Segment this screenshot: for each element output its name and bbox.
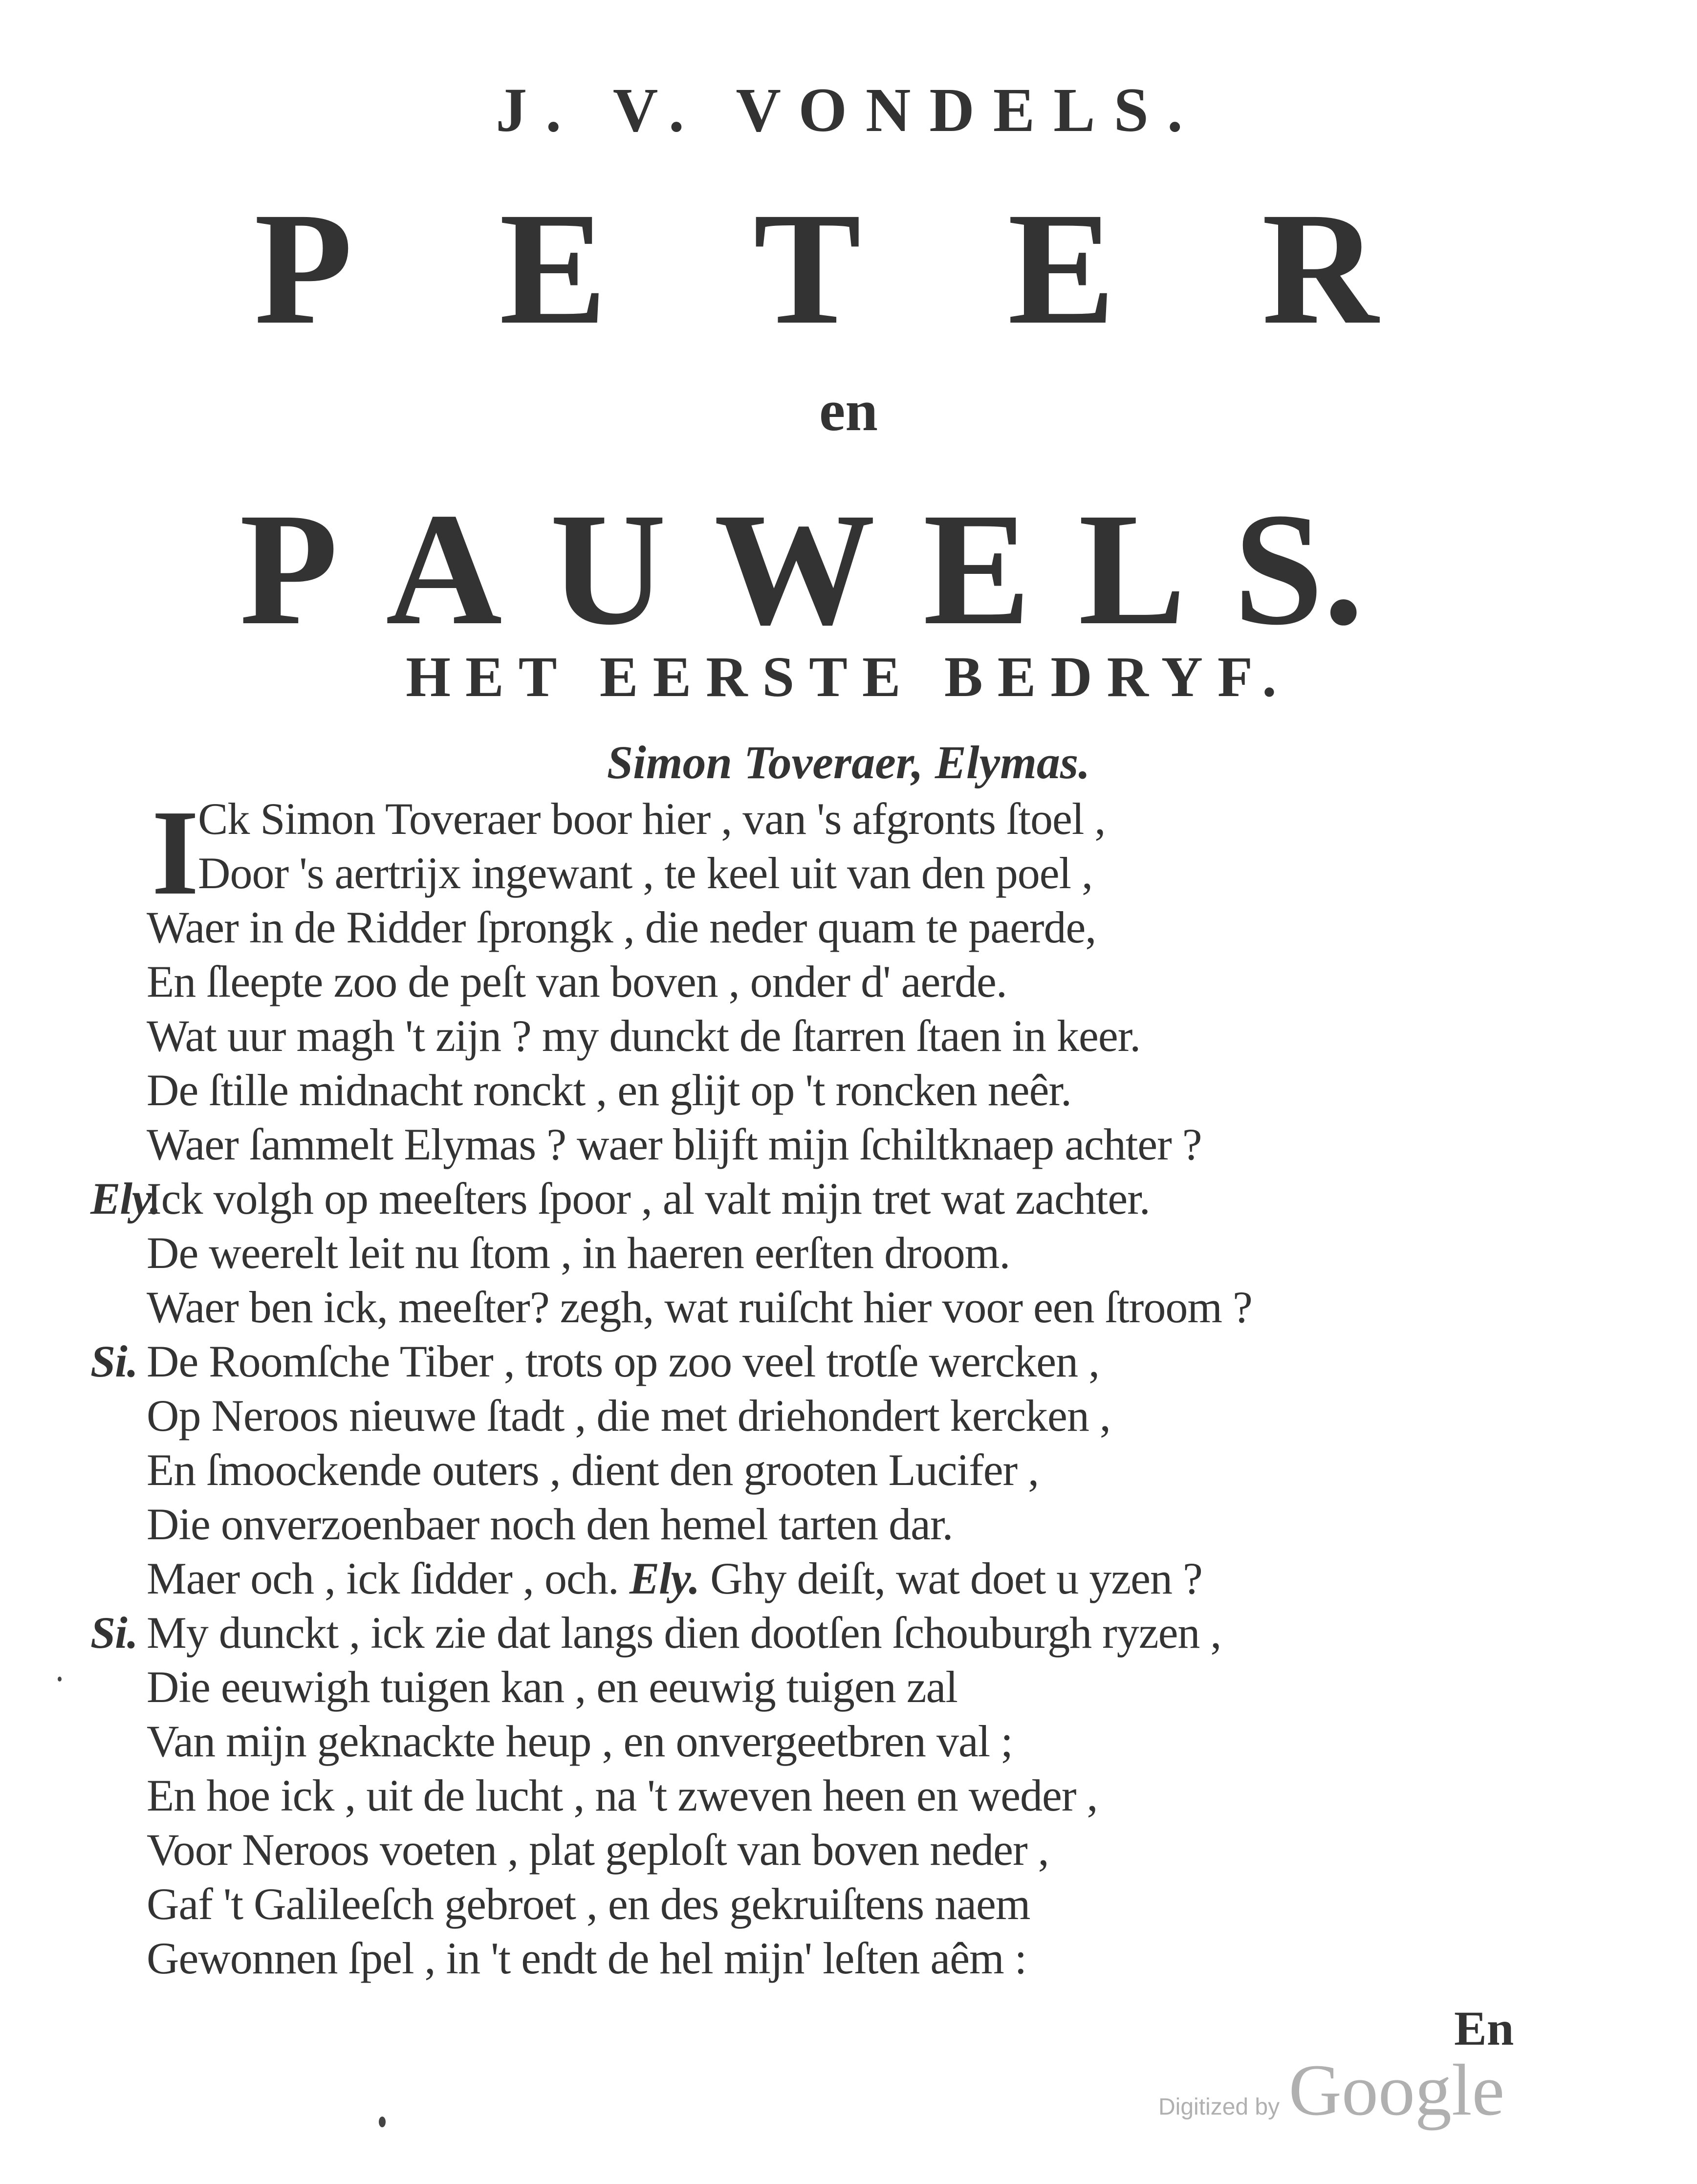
- verse-line: [0, 1226, 1697, 1280]
- verse-line: [0, 1334, 1697, 1389]
- verse-line: [0, 1117, 1697, 1172]
- verse-block: [0, 785, 1697, 1986]
- verse-text: De ſtille midnacht ronckt , en glijt op 't roncken neêr.: [147, 1065, 1072, 1115]
- verse-text: Ick volgh op meeſters ſpoor , al valt mijn tret wat zachter.: [147, 1174, 1150, 1223]
- verse-line: [0, 1063, 1697, 1117]
- verse-line: [0, 1172, 1697, 1226]
- catchword: En: [1454, 2001, 1514, 2055]
- verse-line: [0, 955, 1697, 1009]
- verse-line: [0, 1660, 1697, 1714]
- verse-line: [0, 1443, 1697, 1497]
- title-letter: P: [239, 480, 338, 658]
- verse-line: [0, 846, 1697, 900]
- verse-line: [0, 1823, 1697, 1877]
- verse-line: [0, 1769, 1697, 1823]
- verse-text: Waer in de Ridder ſprongk , die neder quam te paerde,: [147, 902, 1096, 952]
- verse-line: [0, 900, 1697, 955]
- verse-text: En ſleepte zoo de peſt van boven , onder d' aerde.: [147, 957, 1007, 1006]
- verse-line: [0, 1497, 1697, 1551]
- title-letter: R: [1262, 179, 1378, 358]
- verse-text: Door 's aertrijx ingewant , te keel uit van den poel ,: [198, 848, 1093, 898]
- title-letter: L: [1078, 480, 1186, 658]
- title-letter: U: [550, 480, 667, 658]
- speaker-label: Si.: [90, 1336, 138, 1386]
- verse-text: Die onverzoenbaer noch den hemel tarten dar.: [147, 1499, 953, 1549]
- watermark-brand: Google: [1288, 2050, 1505, 2131]
- verse-line: [0, 1606, 1697, 1660]
- title-pauwels: [239, 480, 1364, 658]
- title-letter: P: [254, 179, 353, 358]
- verse-text: Voor Neroos voeten , plat geploſt van boven neder ,: [147, 1825, 1049, 1875]
- verse-text: Waer ben ick, meeſter? zegh, wat ruiſcht hier voor een ſtroom ?: [147, 1282, 1252, 1332]
- verse-line: [0, 1877, 1697, 1931]
- verse-text: Wat uur magh 't zijn ? my dunckt de ſtarren ſtaen in keer.: [147, 1011, 1141, 1061]
- verse-line: [0, 1009, 1697, 1063]
- digitized-watermark: [1158, 2048, 1504, 2132]
- verse-text: Maer och , ick ſidder , och.: [147, 1553, 630, 1603]
- verse-text: My dunckt , ick zie dat langs dien dootſen ſchouburgh ryzen ,: [147, 1608, 1221, 1658]
- title-letter: E: [923, 480, 1031, 658]
- verse-text: En hoe ick , uit de lucht , na 't zweven heen en weder ,: [147, 1770, 1098, 1820]
- title-letter: W: [714, 480, 875, 658]
- verse-text: Van mijn geknackte heup , en onvergeetbren val ;: [147, 1716, 1013, 1766]
- title-letter: E: [499, 179, 607, 358]
- speaker-label: Si.: [90, 1608, 138, 1658]
- verse-line: [0, 1389, 1697, 1443]
- ink-speck: [379, 2117, 386, 2127]
- speaker-label: Ely.: [90, 1174, 161, 1223]
- verse-text: Ck Simon Toveraer boor hier , van 's afgronts ſtoel ,: [198, 794, 1106, 844]
- verse-line: [0, 792, 1697, 846]
- verse-text: Gewonnen ſpel , in 't endt de hel mijn' leſten aêm :: [147, 1933, 1027, 1983]
- author-heading: J. V. VONDELS.: [496, 75, 1201, 145]
- ink-speck: [58, 1677, 62, 1682]
- dramatis-personae: Simon Toveraer, Elymas.: [607, 736, 1090, 788]
- verse-text: De Roomſche Tiber , trots op zoo veel trotſe wercken ,: [147, 1336, 1100, 1386]
- verse-line: [0, 1551, 1697, 1606]
- verse-text: Op Neroos nieuwe ſtadt , die met driehondert kercken ,: [147, 1391, 1110, 1441]
- watermark-prefix: Digitized by: [1158, 2094, 1280, 2120]
- verse-text: Gaf 't Galileeſch gebroet , en des gekruiſtens naem: [147, 1879, 1030, 1929]
- verse-text: De weerelt leit nu ſtom , in haeren eerſten droom.: [147, 1228, 1010, 1278]
- verse-text: En ſmoockende outers , dient den grooten Lucifer ,: [147, 1445, 1039, 1495]
- verse-text: Ghy deiſt, wat doet u yzen ?: [699, 1553, 1202, 1603]
- title-peter: [254, 179, 1378, 358]
- title-conjunction: en: [819, 378, 878, 443]
- title-letter: A: [386, 480, 502, 658]
- verse-text-mixed: [147, 1551, 1202, 1606]
- verse-line: [0, 1931, 1697, 1986]
- verse-text: Die eeuwigh tuigen kan , en eeuwig tuigen zal: [147, 1662, 957, 1712]
- verse-text: Waer ſammelt Elymas ? waer blijft mijn ſchiltknaep achter ?: [147, 1119, 1202, 1169]
- verse-line: [0, 1714, 1697, 1769]
- title-letter: T: [753, 179, 861, 358]
- verse-line: [0, 1280, 1697, 1334]
- title-letter: E: [1007, 179, 1115, 358]
- drop-cap: I: [152, 785, 199, 920]
- act-heading: HET EERSTE BEDRYF.: [406, 645, 1291, 709]
- speaker-label: Ely.: [629, 1553, 700, 1603]
- title-letter: S.: [1233, 480, 1364, 658]
